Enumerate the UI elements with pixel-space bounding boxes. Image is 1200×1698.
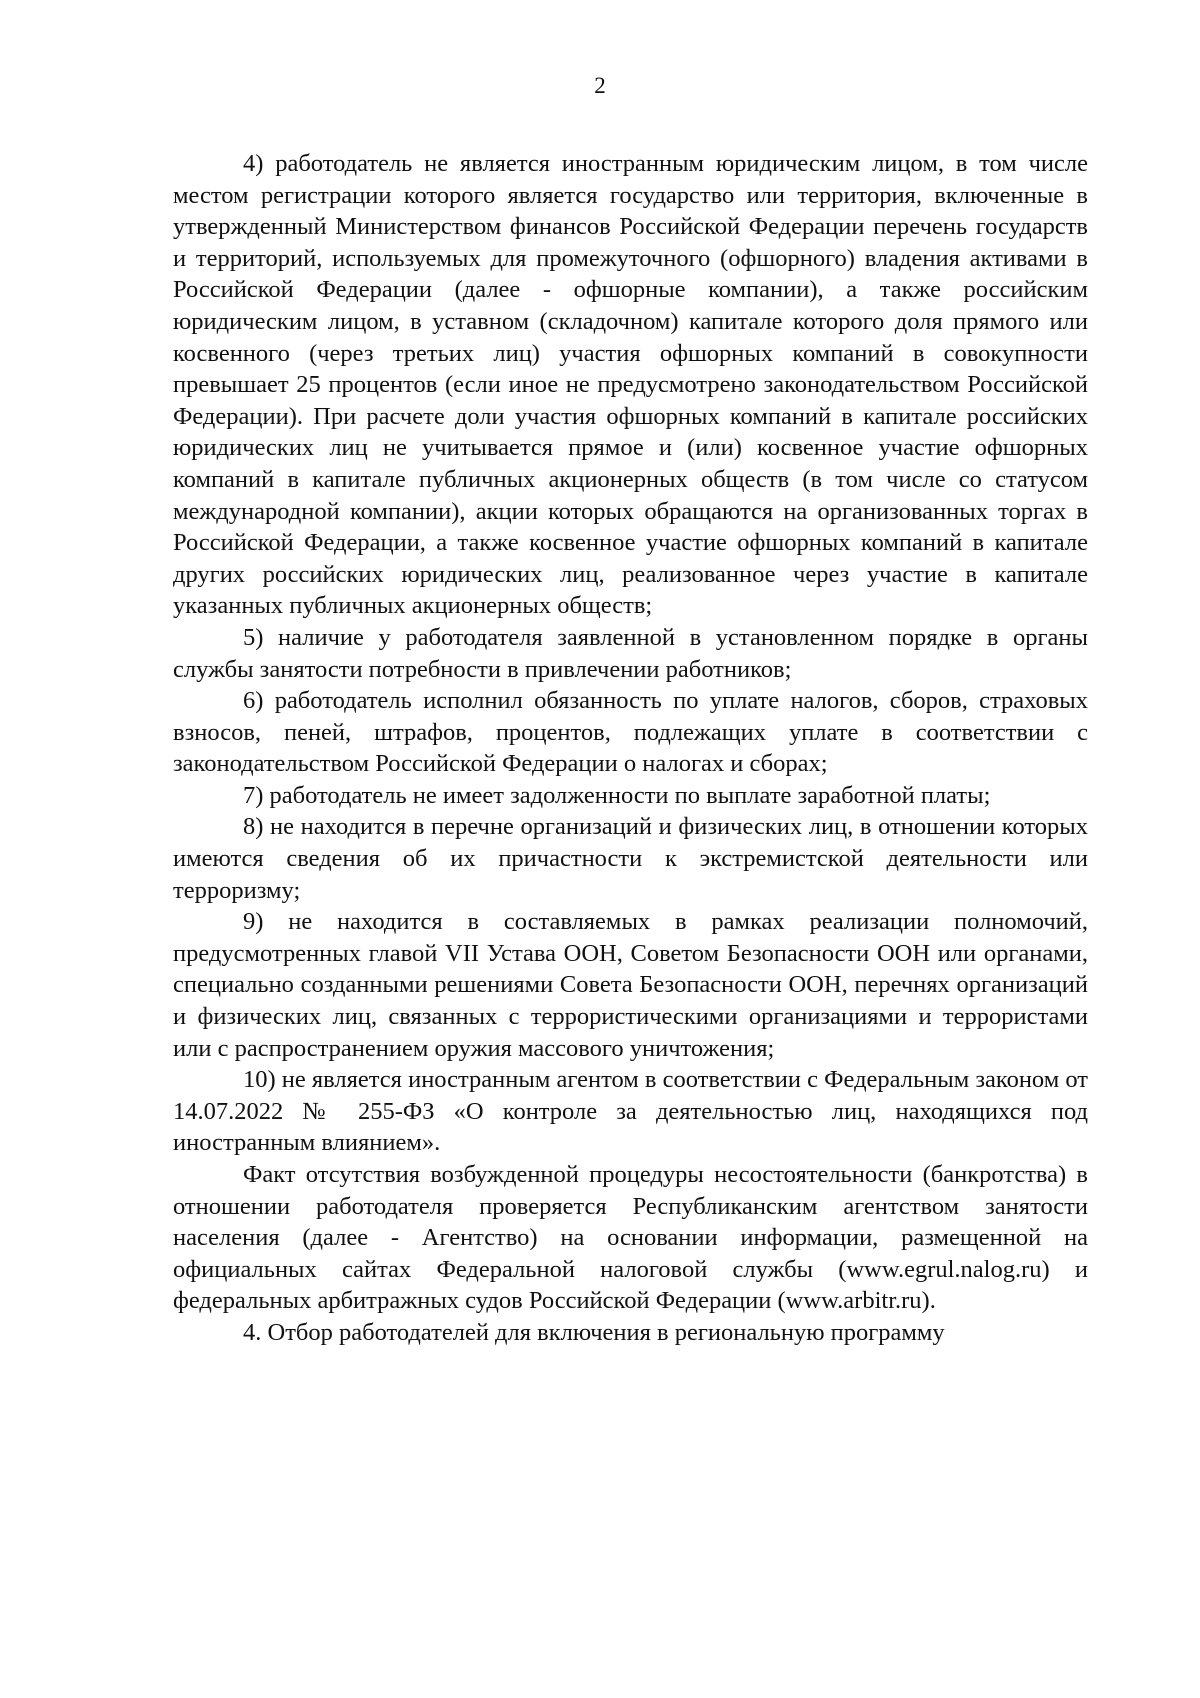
paragraph-item-6: 6) работодатель исполнил обязанность по уплате налогов, сборов, страховых взносов, пеней, штрафов, процентов, подлежащих уплате в соответствии с законодательством Российской Федерации о налогах и сборах; xyxy=(173,687,1088,778)
document-body xyxy=(173,148,1088,1349)
paragraph-item-8: 8) не находится в перечне организаций и физических лиц, в отношении которых имеются сведения об их причастности к экстремистской деятельности или терроризму; xyxy=(173,813,1088,904)
paragraph-section-4: 4. Отбор работодателей для включения в региональную программу xyxy=(243,1318,945,1346)
paragraph-item-5: 5) наличие у работодателя заявленной в установленном порядке в органы службы занятости потребности в привлечении работников; xyxy=(173,623,1088,683)
page-number: 2 xyxy=(594,73,606,98)
paragraph-item-9: 9) не находится в составляемых в рамках реализации полномочий, предусмотренных главой VII Устава ООН, Советом Безопасности ООН или органами, специально созданными решениями Совета Безопасности ООН, перечнях организаций и физических лиц, связанных с террористическими организациями и террористами или с распространением оружия массового уничтожения; xyxy=(173,908,1088,1062)
paragraph-item-4: 4) работодатель не является иностранным юридическим лицом, в том числе местом регистрации которого является государство или территория, включенные в утвержденный Министерством финансов Российской Федерации перечень государств и территорий, используемых для промежуточного (офшорного) владения активами в Российской Федерации (далее - офшорные компании), а также российским юридическим лицом, в уставном (складочном) капитале которого доля прямого или косвенного (через третьих лиц) участия офшорных компаний в совокупности превышает 25 процентов (если иное не предусмотрено законодательством Российской Федерации). При расчете доли участия офшорных компаний в капитале российских юридических лиц не учитывается прямое и (или) косвенное участие офшорных компаний в капитале публичных акционерных обществ (в том числе со статусом международной компании), акции которых обращаются на организованных торгах в Российской Федерации, а также косвенное участие офшорных компаний в капитале других российских юридических лиц, реализованное через участие в капитале указанных публичных акционерных обществ; xyxy=(173,150,1088,620)
paragraph-item-7: 7) работодатель не имеет задолженности по выплате заработной платы; xyxy=(243,781,991,809)
paragraph-item-10: 10) не является иностранным агентом в соответствии с Федеральным законом от 14.07.2022 № 255-ФЗ «О контроле за деятельностью лиц, находящихся под иностранным влиянием». xyxy=(173,1066,1088,1157)
paragraph-bankruptcy-check: Факт отсутствия возбужденной процедуры несостоятельности (банкротства) в отношении работодателя проверяется Республиканским агентством занятости населения (далее - Агентство) на основании информации, размещенной на официальных сайтах Федеральной налоговой службы (www.egrul.nalog.ru) и федеральных арбитражных судов Российской Федерации (www.arbitr.ru). xyxy=(173,1161,1088,1315)
